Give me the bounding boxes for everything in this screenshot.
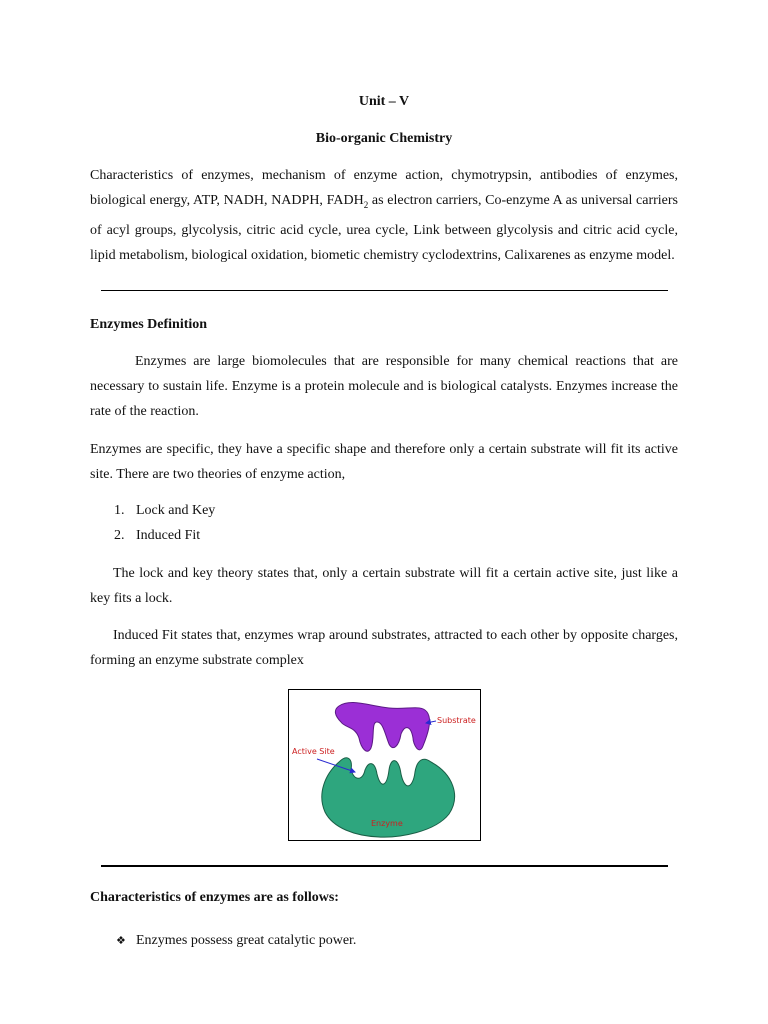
enzyme-label: Enzyme xyxy=(371,819,403,828)
section-divider xyxy=(101,290,668,291)
syllabus-paragraph xyxy=(90,163,678,268)
unit-title: Unit – V xyxy=(358,94,410,109)
syllabus-text-2: as electron carriers, Co-enzyme A as universal carriers of acyl groups, glycolysis, citric acid cycle, urea cycle, Link between glycolysis and citric acid cycle, lipid metabolism, biological oxidation, biometic chemistry cyclodextrins, Calixarenes as enzyme model. xyxy=(90,193,678,263)
active-site-label: Active Site xyxy=(292,747,335,756)
definition-paragraph-2: Enzymes are specific, they have a specific shape and therefore only a certain substrate will fit its active site. There are two theories of enzyme action, xyxy=(90,442,678,482)
list-number: 1. xyxy=(114,503,125,518)
characteristic-text: Enzymes possess great catalytic power. xyxy=(136,933,357,948)
substrate-label: Substrate xyxy=(437,716,476,725)
enzyme-substrate-figure xyxy=(288,689,481,841)
induced-fit-paragraph: Induced Fit states that, enzymes wrap around substrates, attracted to each other by opposite charges, forming an enzyme substrate complex xyxy=(90,628,678,668)
substrate-shape xyxy=(335,703,429,752)
lock-key-paragraph: The lock and key theory states that, only a certain substrate will fit a certain active site, just like a key fits a lock. xyxy=(90,566,678,606)
syllabus-text-1: Characteristics of enzymes, mechanism of enzyme action, chymotrypsin, antibodies of enzymes, biological energy, ATP, NADH, NADPH, FADH xyxy=(90,168,678,208)
diamond-bullet-icon: ❖ xyxy=(116,934,126,947)
characteristic-bullet-item xyxy=(116,933,356,949)
section-divider xyxy=(101,865,668,867)
characteristics-heading: Characteristics of enzymes are as follows: xyxy=(90,890,339,905)
list-number: 2. xyxy=(114,528,125,543)
theory-list-item xyxy=(114,503,215,519)
list-label: Induced Fit xyxy=(136,528,201,543)
subject-title: Bio-organic Chemistry xyxy=(315,131,453,146)
definition-paragraph-1: Enzymes are large biomolecules that are responsible for many chemical reactions that are necessary to sustain life. Enzyme is a protein molecule and is biological catalysts. Enzymes increase the rate of the reaction. xyxy=(90,354,678,419)
fadh-subscript: 2 xyxy=(363,199,369,210)
definition-heading: Enzymes Definition xyxy=(90,317,208,332)
list-label: Lock and Key xyxy=(136,503,216,518)
theory-list-item xyxy=(114,528,200,544)
